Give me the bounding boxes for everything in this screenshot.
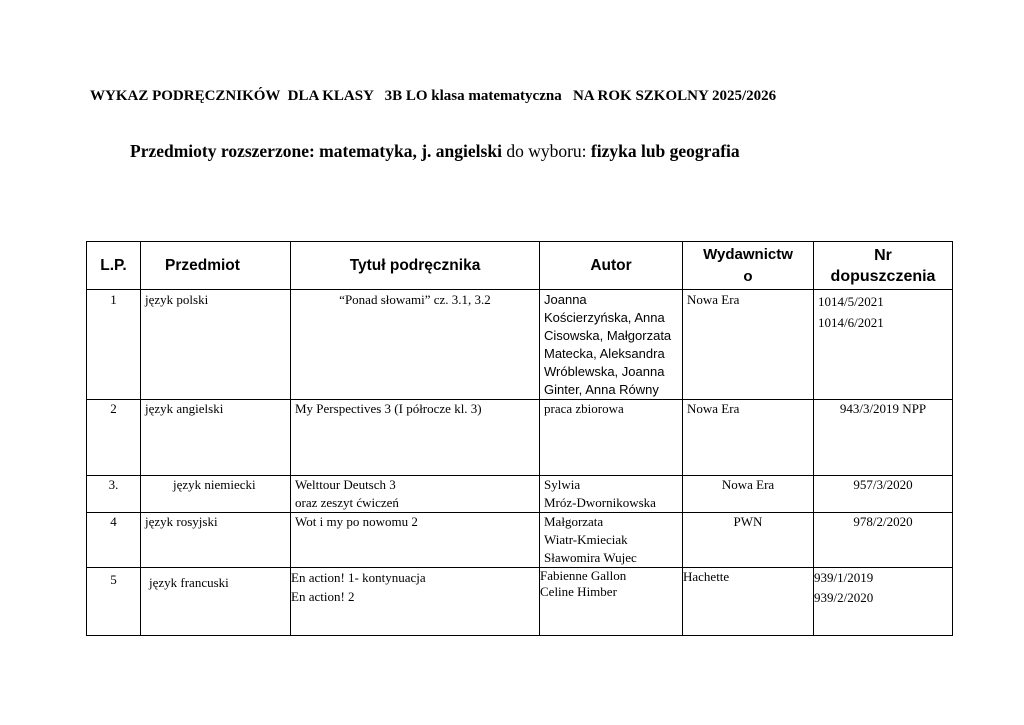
header-title: Tytuł podręcznika — [291, 242, 540, 290]
cell-publisher: Hachette — [683, 568, 814, 636]
table-row — [87, 400, 953, 476]
table-row — [87, 513, 953, 568]
author-line: Joanna — [544, 292, 587, 307]
header-publisher-line1: Wydawnictw — [703, 245, 793, 263]
subtitle-extended-subjects: Przedmioty rozszerzone: matematyka, j. angielski — [130, 141, 502, 161]
page-title: WYKAZ PODRĘCZNIKÓW DLA KLASY 3B LO klasa matematyczna NA ROK SZKOLNY 2025/2026 — [90, 88, 777, 104]
title-line: En action! 1- kontynuacja — [291, 570, 426, 585]
cell-publisher: PWN — [683, 513, 814, 568]
cell-publisher: Nowa Era — [683, 476, 814, 513]
header-lp: L.P. — [87, 242, 141, 290]
author-line: Małgorzata — [544, 514, 604, 529]
cell-publisher: Nowa Era — [683, 290, 814, 400]
author-line: Wiatr-Kmieciak — [544, 532, 628, 547]
cell-approval: 957/3/2020 — [814, 476, 953, 513]
author-line: Kościerzyńska, Anna — [544, 310, 665, 325]
author-line: Fabienne Gallon — [540, 568, 627, 583]
cell-subject: język polski — [141, 290, 291, 400]
cell-subject: język niemiecki — [141, 476, 291, 513]
approval-line: 1014/6/2021 — [818, 315, 884, 330]
cell-subject: język rosyjski — [141, 513, 291, 568]
approval-line: 939/2/2020 — [814, 590, 874, 605]
approval-line: 939/1/2019 — [814, 570, 874, 585]
title-line: oraz zeszyt ćwiczeń — [295, 495, 399, 510]
cell-lp: 4 — [87, 513, 141, 568]
header-approval — [814, 242, 953, 290]
author-line: Celine Himber — [540, 584, 617, 599]
header-approval-line2: dopuszczenia — [830, 267, 936, 285]
cell-publisher: Nowa Era — [683, 400, 814, 476]
header-publisher — [683, 242, 814, 290]
author-line: Cisowska, Małgorzata — [544, 328, 672, 343]
header-approval-line1: Nr — [874, 246, 892, 264]
table-row — [87, 476, 953, 513]
author-line: Sławomira Wujec — [544, 550, 637, 565]
author-line: Sylwia — [544, 477, 581, 492]
cell-approval: 943/3/2019 NPP — [814, 400, 953, 476]
cell-title: “Ponad słowami” cz. 3.1, 3.2 — [291, 290, 540, 400]
subtitle-choice-label: do wyboru: — [501, 141, 591, 161]
author-line: Ginter, Anna Równy — [544, 382, 659, 397]
table-header-row — [87, 242, 953, 290]
cell-lp: 3. — [87, 476, 141, 513]
subtitle-choice-subjects: fizyka lub geografia — [590, 141, 740, 161]
cell-title — [291, 568, 540, 636]
table-row — [87, 568, 953, 636]
author-line: Wróblewska, Joanna — [544, 364, 665, 379]
cell-lp: 2 — [87, 400, 141, 476]
cell-author — [540, 476, 683, 513]
cell-title — [291, 476, 540, 513]
cell-title: Wot i my po nowomu 2 — [291, 513, 540, 568]
textbook-table — [86, 241, 953, 636]
cell-author — [540, 568, 683, 636]
header-publisher-line2: o — [743, 267, 753, 285]
header-author: Autor — [540, 242, 683, 290]
cell-approval: 978/2/2020 — [814, 513, 953, 568]
cell-subject: język angielski — [141, 400, 291, 476]
table-row — [87, 290, 953, 400]
author-line: Matecka, Aleksandra — [544, 346, 665, 361]
cell-approval — [814, 290, 953, 400]
title-line: En action! 2 — [291, 589, 355, 604]
cell-lp: 5 — [87, 568, 141, 636]
cell-approval — [814, 568, 953, 636]
page-subtitle — [130, 141, 740, 162]
title-line: Welttour Deutsch 3 — [295, 477, 396, 492]
cell-author — [540, 290, 683, 400]
header-subject: Przedmiot — [141, 242, 291, 290]
cell-author — [540, 513, 683, 568]
approval-line: 1014/5/2021 — [818, 294, 884, 309]
cell-title: My Perspectives 3 (I półrocze kl. 3) — [291, 400, 540, 476]
author-line: Mróz-Dwornikowska — [544, 495, 656, 510]
cell-author: praca zbiorowa — [540, 400, 683, 476]
cell-lp: 1 — [87, 290, 141, 400]
cell-subject: język francuski — [141, 568, 291, 636]
